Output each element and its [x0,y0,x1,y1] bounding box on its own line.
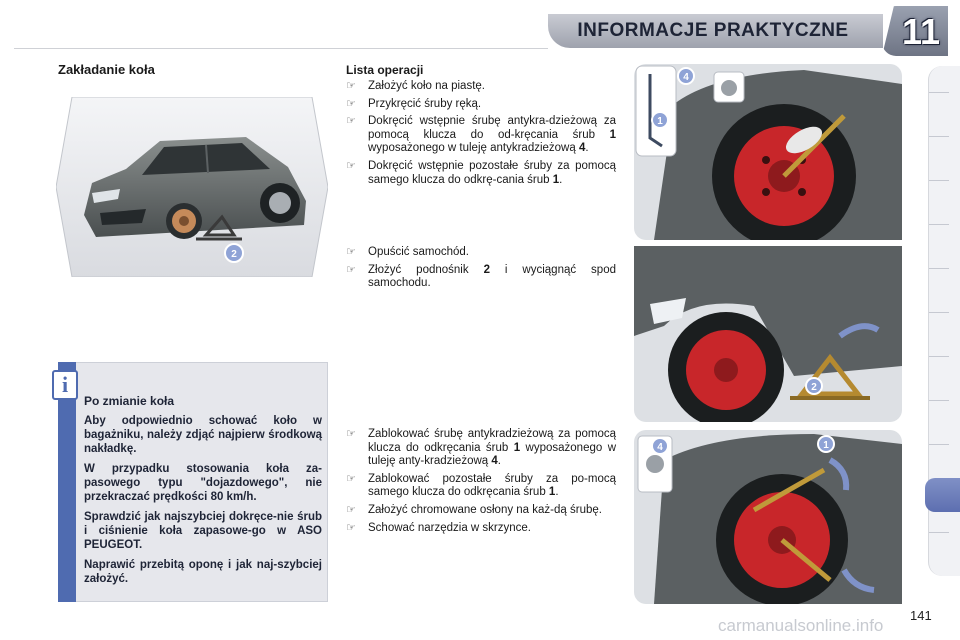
chapter-tab-divider [929,92,949,93]
info-paragraph: W przypadku stosowania koła za-pasowego typu "dojazdowego", nie przekraczać prędkości 80 km/h. [84,463,322,503]
callout-badge: 4 [683,72,689,83]
chapter-tab-divider [929,180,949,181]
chapter-number: 11 [901,11,941,52]
active-chapter-tab[interactable] [925,478,960,512]
chapter-tab-divider [929,268,949,269]
callout-badge: 1 [657,116,663,127]
pointing-hand-icon: ☞ [346,246,356,258]
chapter-tab-divider [929,136,949,137]
chapter-tab-divider [929,400,949,401]
pointing-hand-icon: ☞ [346,428,356,440]
list-item: ☞ Dokręcić wstępnie śrubę antykra-dzieżową za pomocą klucza do od-kręcania śrub 1 wyposażonego w tuleję antykradzieżową 4. [346,115,616,155]
list-item: ☞ Zablokować pozostałe śruby za po-mocą samego klucza do odkręcania śrub 1. [346,472,616,499]
list-item: ☞ Założyć chromowane osłony na każ-dą śrubę. [346,503,602,516]
callout-jack: 2 [231,249,237,260]
figure-tighten-bolts [634,64,902,240]
pointing-hand-icon: ☞ [346,159,356,172]
watermark-text: carmanualsonline.info [718,616,884,635]
list-item: ☞ Przykręcić śruby ręką. [346,97,482,110]
info-paragraph: Naprawić przebitą oponę i jak naj-szybciej założyć. [84,559,322,585]
list-item: ☞ Opuścić samochód. [346,246,469,258]
chapter-tab-divider [929,532,949,533]
callout-badge: 1 [823,440,829,451]
pointing-hand-icon: ☞ [346,115,356,128]
operations-list-2 [346,246,616,295]
pointing-hand-icon: ☞ [346,503,356,516]
chapter-tab-divider [929,356,949,357]
operations-list-1 [346,80,616,191]
info-paragraph: Sprawdzić jak najszybciej dokręce-nie śrub i ciśnienie koła zapasowe-go w ASO PEUGEOT. [84,511,322,551]
info-paragraph: Aby odpowiednio schować koło w bagażniku, należy zdjąć najpierw środkową nakładkę. [84,415,322,455]
chapter-tab-divider [929,312,949,313]
chapter-tab-divider [929,224,949,225]
operations-title: Lista operacji [346,63,424,77]
car-on-jack-illustration [56,97,328,277]
section-title: Zakładanie koła [58,62,155,77]
list-item: ☞ Złożyć podnośnik 2 i wyciągnąć spod samochodu. [346,263,616,290]
list-item: ☞ Zablokować śrubę antykradzieżową za pomocą klucza do odkręcania śrub 1 wyposażonego w tuleję anty-kradzieżową 4. [346,428,616,468]
info-box-content [84,394,322,592]
info-box-heading: Po zmianie koła [84,394,175,408]
page-number: 141 [910,608,932,623]
callout-badge: 4 [657,442,663,453]
list-item: ☞ Dokręcić wstępnie pozostałe śruby za pomocą samego klucza do odkrę-cania śrub 1. [346,159,616,186]
operations-list-3 [346,428,616,539]
page-header-title: INFORMACJE PRAKTYCZNE [577,20,849,41]
pointing-hand-icon: ☞ [346,521,356,534]
callout-badge: 2 [811,382,817,393]
list-item: ☞ Założyć koło na piastę. [346,80,485,92]
figure-remove-jack [634,246,902,422]
pointing-hand-icon: ☞ [346,80,356,92]
pointing-hand-icon: ☞ [346,97,356,110]
header-divider [14,48,548,49]
pointing-hand-icon: ☞ [346,472,356,485]
figure-lock-bolts [634,430,902,604]
chapter-tab-divider [929,444,949,445]
info-icon: i [52,370,78,400]
pointing-hand-icon: ☞ [346,263,356,276]
list-item: ☞ Schować narzędzia w skrzynce. [346,521,531,534]
